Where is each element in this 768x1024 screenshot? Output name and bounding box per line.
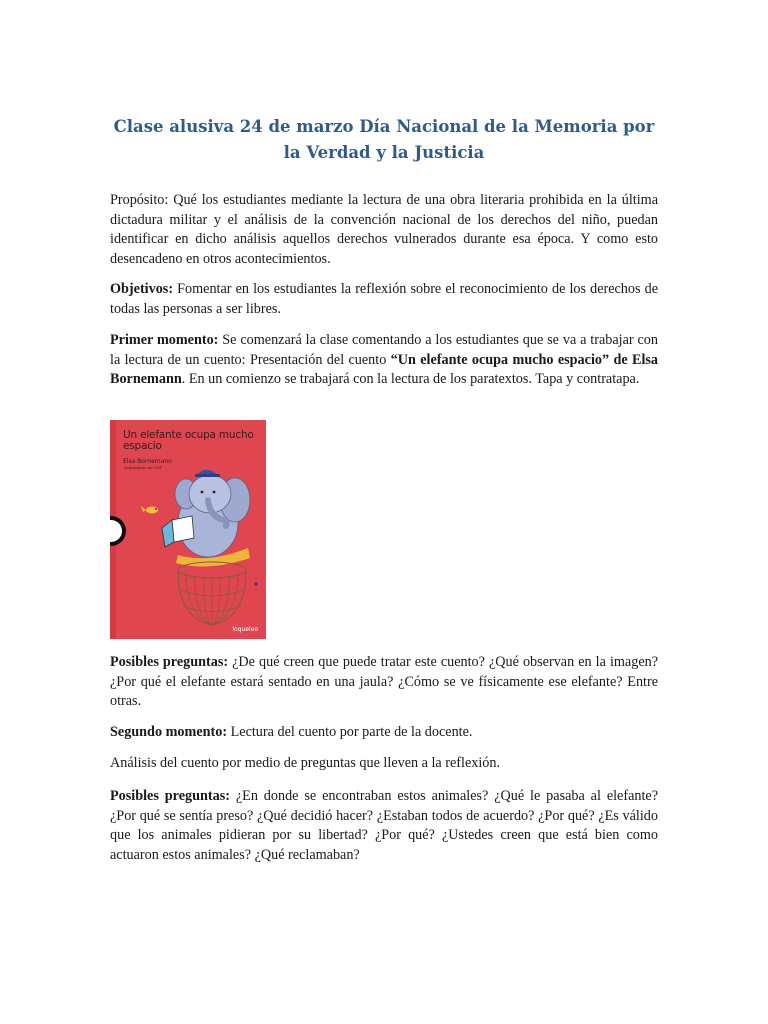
- cover-title: Un elefante ocupa mucho espacio: [123, 429, 254, 452]
- cover-author: Elsa Bornemann: [123, 458, 172, 465]
- analisis-paragraph: [110, 754, 658, 774]
- primer-momento-label: Primer momento:: [110, 332, 219, 348]
- posibles-preguntas-label-2: Posibles preguntas:: [110, 788, 230, 804]
- posibles-preguntas-text-1: ¿De qué creen que puede tratar este cuento? ¿Qué observan en la imagen? ¿Por qué el elefante estará sentado en una jaula? ¿Cómo se ve físicamente ese elefante? Entre otras.: [110, 654, 659, 709]
- segundo-momento-paragraph: [110, 723, 658, 743]
- cover-publisher-logo: loqueleo: [232, 626, 258, 633]
- proposito-text: Propósito: Qué los estudiantes mediante la lectura de una obra literaria prohibida en la última dictadura militar y el análisis de la convención nacional de los derechos del niño, puedan identificar en dicho análisis aquellos derechos vulnerados durante esa época. Y como esto desencadeno en otros acontecimientos.: [110, 192, 658, 267]
- primer-momento-text-1: Se comenzará la clase comentando a los estudiantes que se va a trabajar con la lectura de un cuento: Presentación del cuento: [110, 332, 658, 368]
- cover-illustrator: Ilustraciones de O'KIF: [124, 466, 162, 470]
- primer-momento-paragraph: [110, 331, 658, 390]
- objetivos-paragraph: [110, 280, 658, 319]
- objetivos-label: Objetivos:: [110, 281, 174, 297]
- segundo-momento-text: Lectura del cuento por parte de la docente.: [227, 724, 473, 740]
- segundo-momento-label: Segundo momento:: [110, 724, 228, 740]
- posibles-preguntas-paragraph-1: [110, 653, 658, 712]
- posibles-preguntas-text-2: ¿En donde se encontraban estos animales? ¿Qué le pasaba al elefante? ¿Por qué se sentía preso? ¿Qué decidió hacer? ¿Estaban todos de acuerdo? ¿Por qué? ¿Es válido que los animales pidieran por su libertad? ¿Por qué? ¿Ustedes creen que está bien como actuaron estos animales? ¿Qué reclamaban?: [110, 788, 659, 863]
- analisis-text: Análisis del cuento por medio de preguntas que lleven a la reflexión.: [110, 755, 501, 771]
- objetivos-text: Fomentar en los estudiantes la reflexión sobre el reconocimiento de los derechos de todas las personas a ser libres.: [110, 281, 658, 317]
- posibles-preguntas-paragraph-2: [110, 787, 658, 865]
- proposito-paragraph: [110, 191, 658, 269]
- book-cover-image: [110, 420, 266, 639]
- book-reference: “Un elefante ocupa mucho espacio” de Elsa Bornemann: [110, 351, 659, 387]
- page-title: Clase alusiva 24 de marzo Día Nacional de la Memoria por la Verdad y la Justicia: [113, 117, 655, 162]
- elephant-illustration: [110, 420, 266, 639]
- posibles-preguntas-label-1: Posibles preguntas:: [110, 654, 229, 670]
- primer-momento-text-2: . En un comienzo se trabajará con la lectura de los paratextos. Tapa y contratapa.: [181, 371, 640, 387]
